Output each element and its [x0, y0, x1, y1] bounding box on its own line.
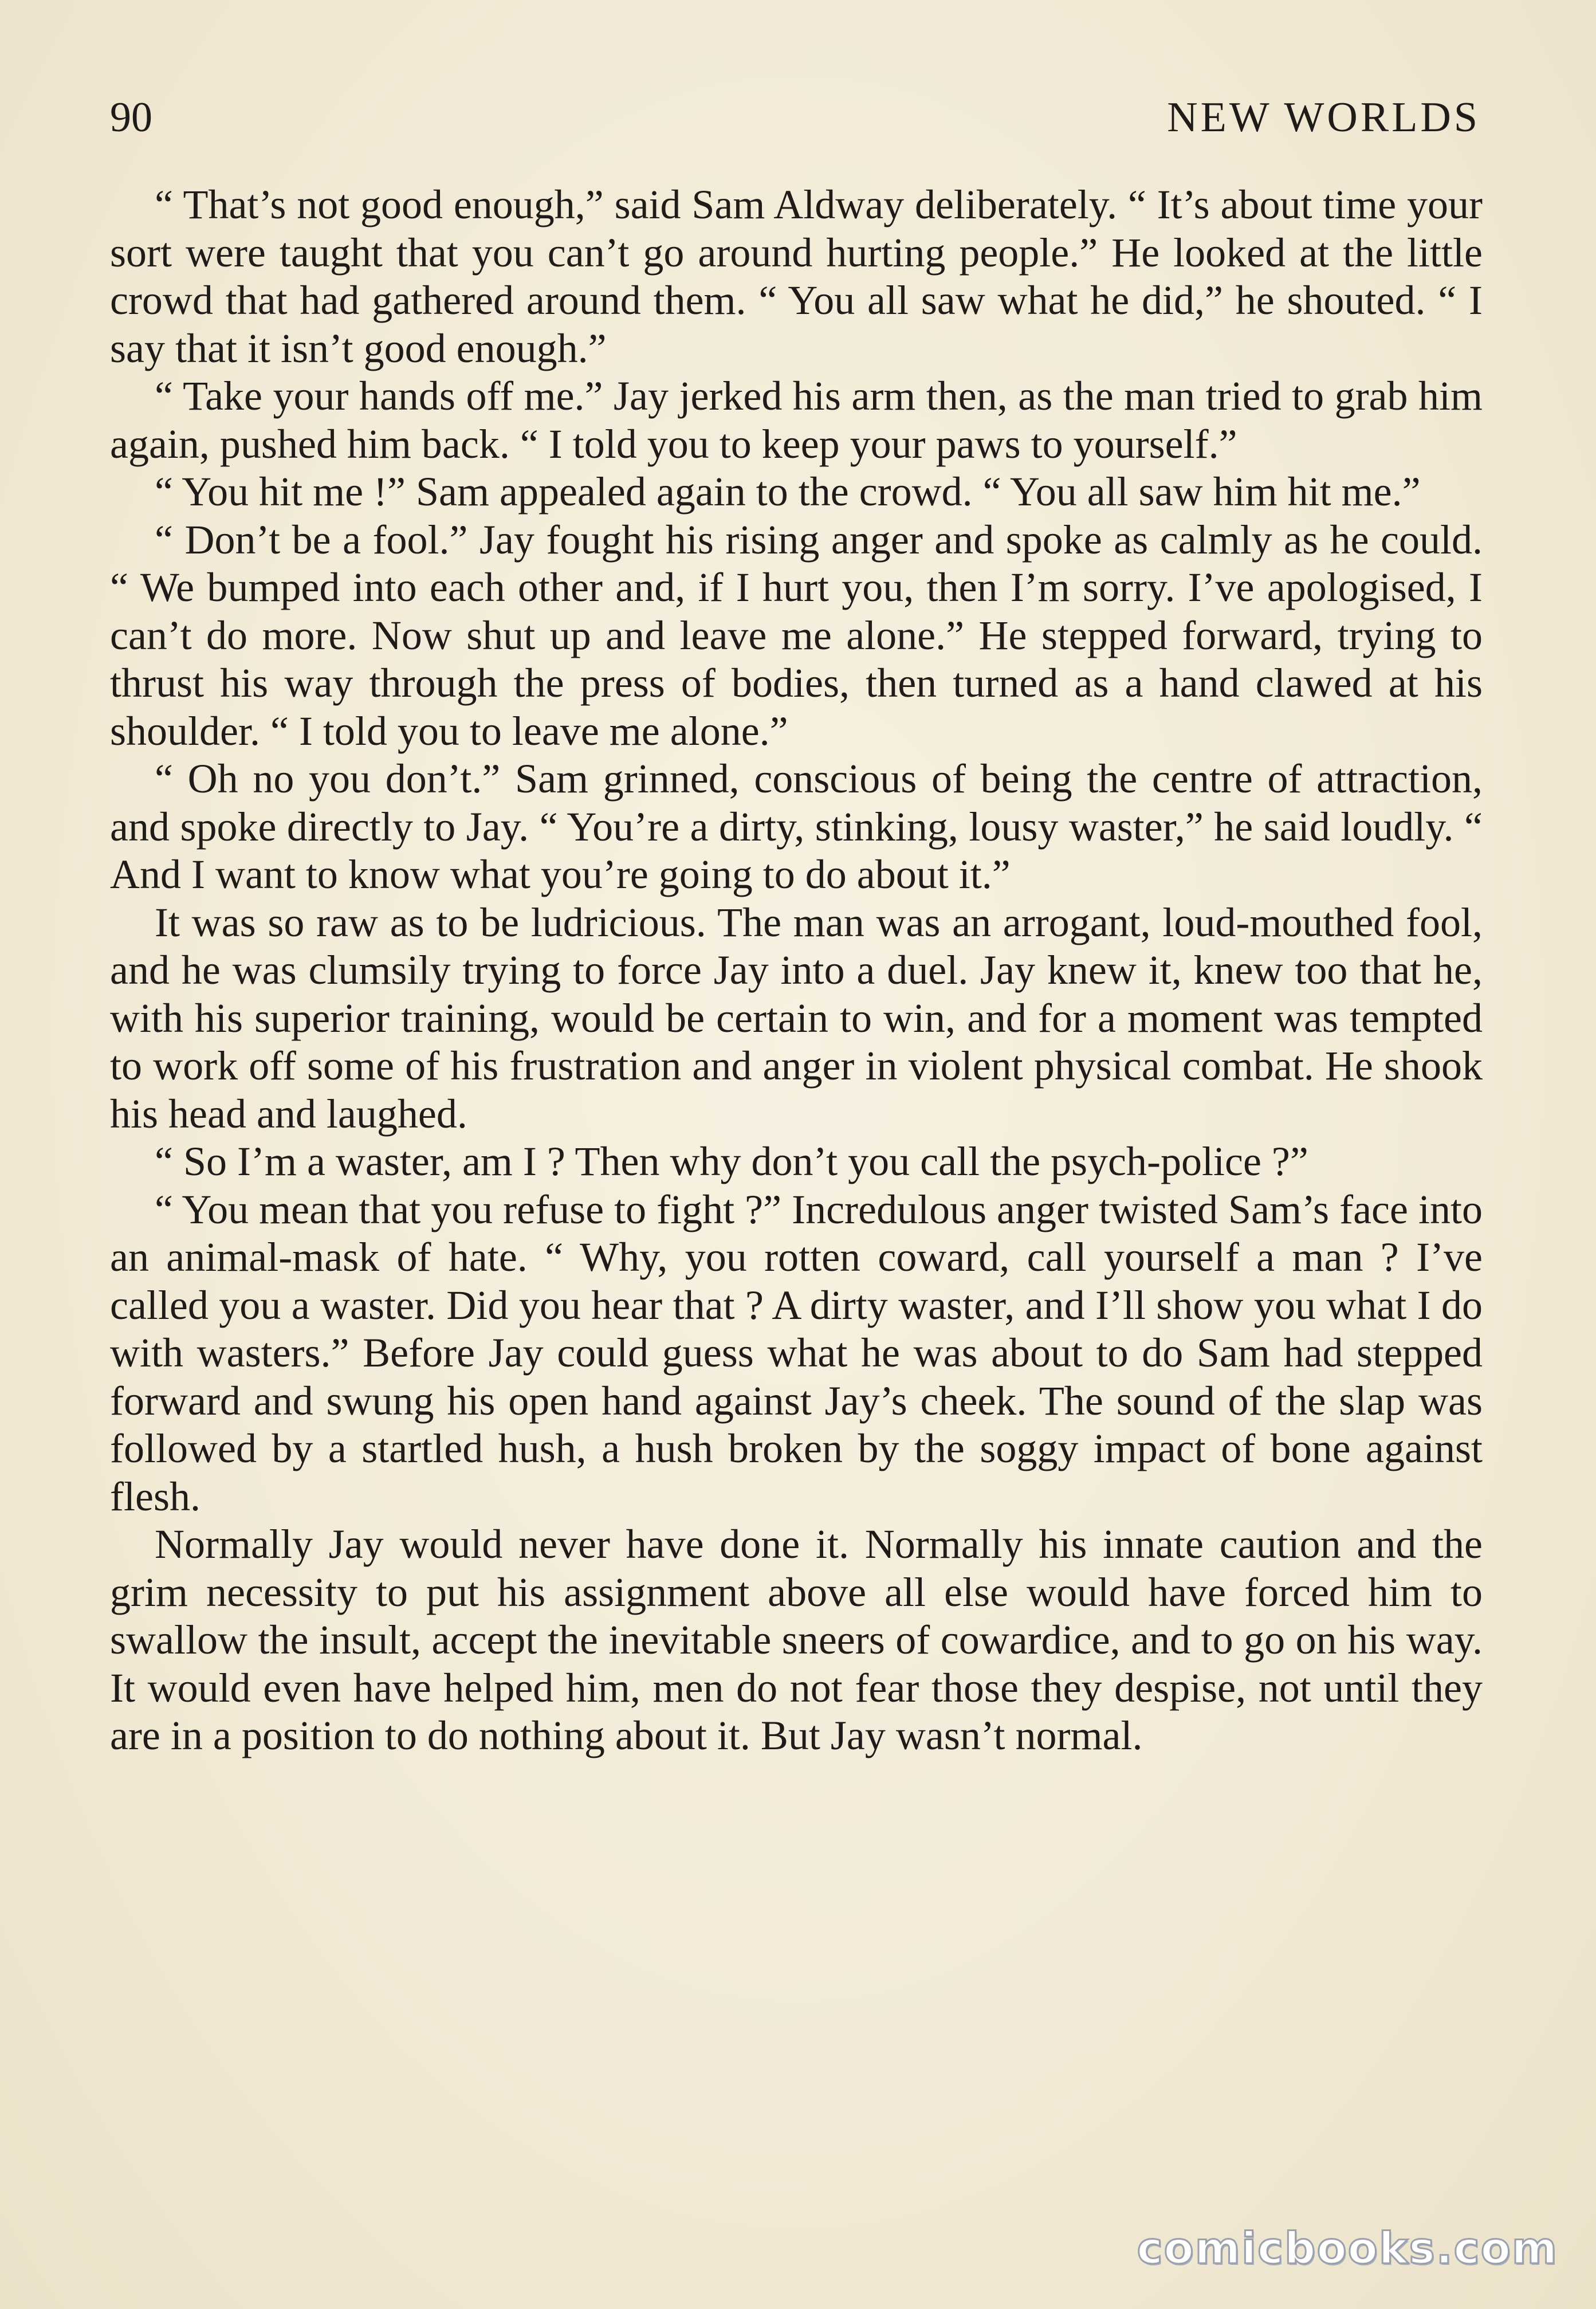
paragraph: Normally Jay would never have done it. Normally his innate caution and the grim necessity to put his assignment above all else would have forced him to swallow the insult, accept the inevitable sneers of cowardice, and to go on his way. It would even have helped him, men do not fear those they despise, not until they are in a position to do nothing about it. But Jay wasn’t normal. [110, 1521, 1483, 1758]
paragraph: It was so raw as to be ludricious. The man was an arrogant, loud-mouthed fool, and he was clumsily trying to force Jay into a duel. Jay knew it, knew too that he, with his superior training, would be certain to win, and for a moment was tempted to work off some of his frustration and anger in violent physical combat. He shook his head and laughed. [110, 899, 1483, 1137]
paragraph: “ Don’t be a fool.” Jay fought his rising anger and spoke as calmly as he could. “ We bumped into each other and, if I hurt you, then I’m sorry. I’ve apologised, I can’t do more. Now shut up and leave me alone.” He stepped forward, trying to thrust his way through the press of bodies, then turned as a hand clawed at his shoulder. “ I told you to leave me alone.” [110, 516, 1483, 754]
paragraph: “ That’s not good enough,” said Sam Aldway deliberately. “ It’s about time your sort were taught that you can’t go around hurting people.” He looked at the little crowd that had gathered around them. “ You all saw what he did,” he shouted. “ I say that it isn’t good enough.” [110, 182, 1483, 371]
paragraph: “ So I’m a waster, am I ? Then why don’t you call the psych-police ?” [155, 1138, 1308, 1184]
body-text [110, 181, 1483, 1760]
paragraph: “ Take your hands off me.” Jay jerked his arm then, as the man tried to grab him again, pushed him back. “ I told you to keep your paws to yourself.” [110, 373, 1483, 467]
watermark: comicbooks.com [1137, 2222, 1558, 2273]
running-title: NEW WORLDS [1167, 94, 1480, 141]
paragraph: “ Oh no you don’t.” Sam grinned, conscious of being the centre of attraction, and spoke directly to Jay. “ You’re a dirty, stinking, lousy waster,” he said loudly. “ And I want to know what you’re going to do about it.” [110, 756, 1483, 897]
page-number: 90 [110, 94, 152, 141]
paragraph: “ You mean that you refuse to fight ?” Incredulous anger twisted Sam’s face into an animal-mask of hate. “ Why, you rotten coward, call yourself a man ? I’ve called you a waster. Did you hear that ? A dirty waster, and I’ll show you what I do with wasters.” Before Jay could guess what he was about to do Sam had stepped forward and swung his open hand against Jay’s cheek. The sound of the slap was followed by a startled hush, a hush broken by the soggy impact of bone against flesh. [110, 1186, 1483, 1519]
paragraph: “ You hit me !” Sam appealed again to the crowd. “ You all saw him hit me.” [155, 469, 1421, 515]
running-head [110, 86, 1480, 149]
